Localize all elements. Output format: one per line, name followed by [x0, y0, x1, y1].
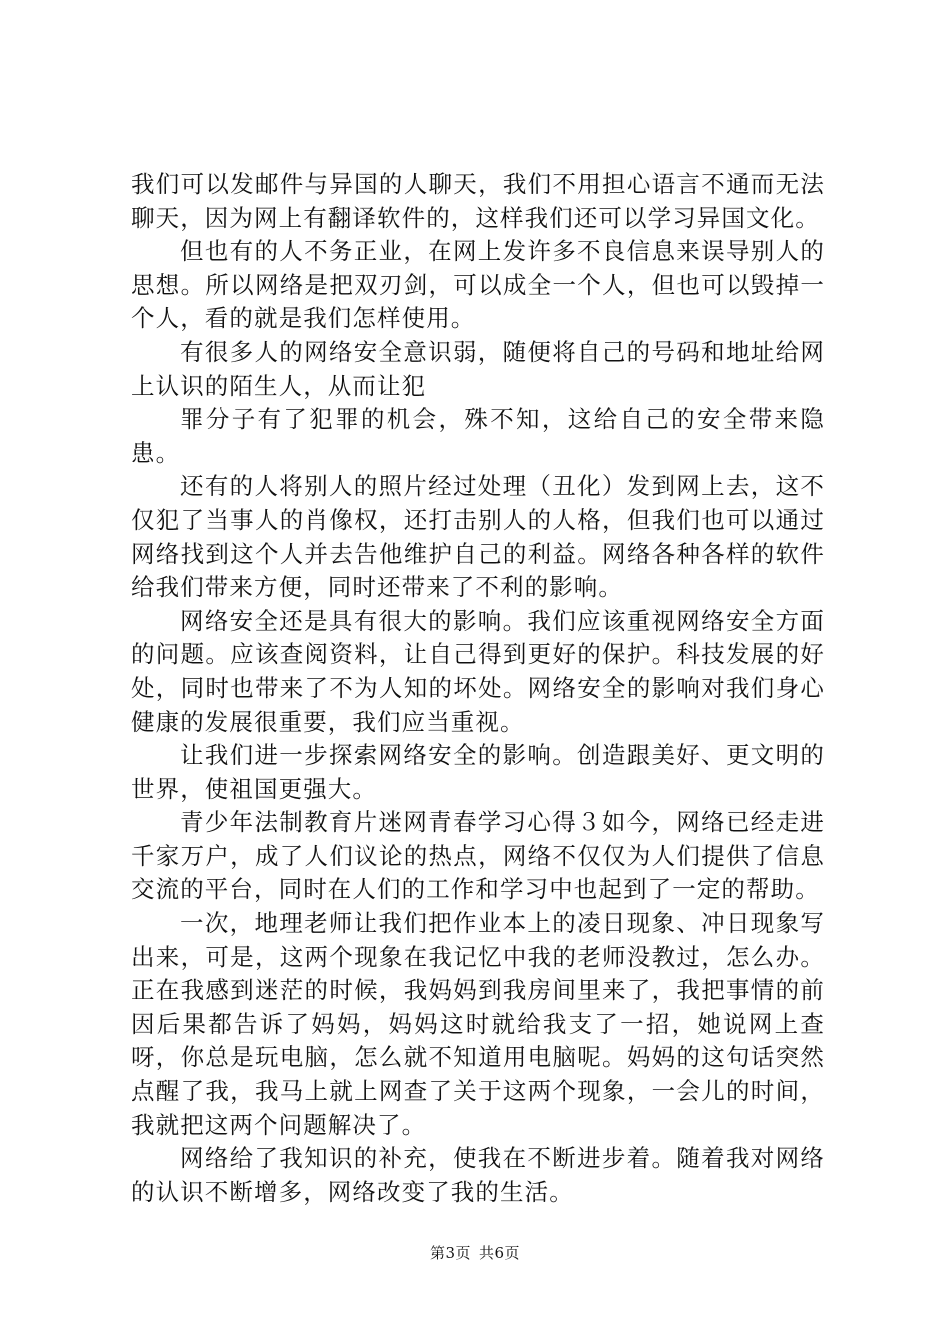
paragraph-8: 青少年法制教育片迷网青春学习心得３如今，网络已经走进千家万户，成了人们议论的热点，网络不仅仅为人们提供了信息交流的平台，同时在人们的工作和学习中也起到了一定的帮助。 — [131, 808, 825, 904]
paragraph-1: 我们可以发邮件与异国的人聊天，我们不用担心语言不通而无法聊天，因为网上有翻译软件的，这样我们还可以学习异国文化。 — [131, 170, 825, 232]
paragraph-6: 网络安全还是具有很大的影响。我们应该重视网络安全方面的问题。应该查阅资料，让自己得到更好的保护。科技发展的好处，同时也带来了不为人知的坏处。网络安全的影响对我们身心健康的发展很重要，我们应当重视。 — [131, 606, 825, 736]
paragraph-5: 还有的人将别人的照片经过处理（丑化）发到网上去，这不仅犯了当事人的肖像权，还打击别人的人格，但我们也可以通过网络找到这个人并去告他维护自己的利益。网络各种各样的软件给我们带来方便，同时还带来了不利的影响。 — [131, 472, 825, 602]
paragraph-4: 罪分子有了犯罪的机会，殊不知，这给自己的安全带来隐患。 — [131, 405, 825, 467]
paragraph-2: 但也有的人不务正业，在网上发许多不良信息来误导别人的思想。所以网络是把双刃剑，可以成全一个人，但也可以毁掉一个人，看的就是我们怎样使用。 — [131, 237, 825, 333]
page-number: 第3页 — [429, 1244, 471, 1262]
page-footer — [0, 1243, 950, 1263]
paragraph-7: 让我们进一步探索网络安全的影响。创造跟美好、更文明的世界，使祖国更强大。 — [131, 741, 825, 803]
paragraph-9: 一次，地理老师让我们把作业本上的凌日现象、冲日现象写出来，可是，这两个现象在我记忆中我的老师没教过，怎么办。正在我感到迷茫的时候，我妈妈到我房间里来了，我把事情的前因后果都告诉了妈妈，妈妈这时就给我支了一招，她说网上查呀，你总是玩电脑，怎么就不知道用电脑呢。妈妈的这句话突然点醒了我，我马上就上网查了关于这两个现象，一会儿的时间，我就把这两个问题解决了。 — [131, 909, 825, 1139]
paragraph-10: 网络给了我知识的补充，使我在不断进步着。随着我对网络的认识不断增多，网络改变了我的生活。 — [131, 1144, 825, 1206]
paragraph-3: 有很多人的网络安全意识弱，随便将自己的号码和地址给网上认识的陌生人，从而让犯 — [131, 337, 825, 400]
page-total: 共6页 — [479, 1244, 521, 1262]
document-body — [131, 168, 825, 1209]
